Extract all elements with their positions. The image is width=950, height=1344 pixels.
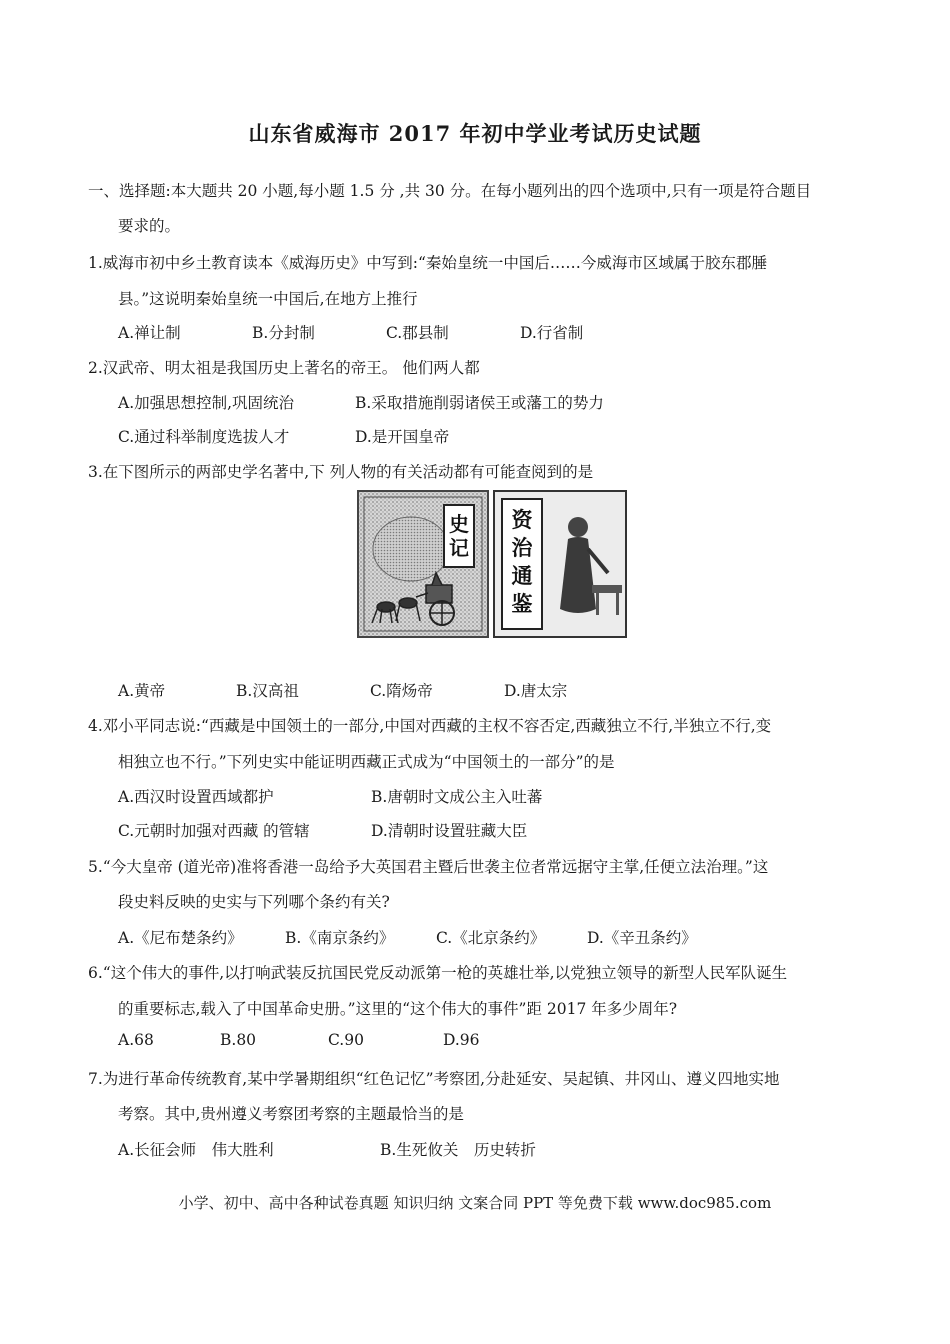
question-4-stem: 4.邓小平同志说:“西藏是中国领土的一部分,中国对西藏的主权不容否定,西藏独立不行,半独立不行,变 [88,717,772,735]
question-4-stem-cont: 相独立也不行。”下列史实中能证明西藏正式成为“中国领土的一部分”的是 [118,753,615,771]
option-a: A.黄帝 [118,682,166,700]
question-6-stem-cont: 的重要标志,载入了中国革命史册。”这里的“这个伟大的事件”距 2017 年多少周年? [118,1000,678,1018]
question-5-stem: 5.“今大皇帝 (道光帝)准将香港一岛给予大英国君主暨后世袭主位者常远据守主掌,任便立法治理。”这 [88,858,769,876]
section-instruction: 一、选择题:本大题共 20 小题,每小题 1.5 分 ,共 30 分。在每小题列出的四个选项中,只有一项是符合题目 [88,182,812,200]
option-c: C.90 [328,1031,364,1049]
option-c: C.通过科举制度选拔人才 [118,428,290,446]
option-b: B.汉高祖 [236,682,299,700]
book1-title-char1: 史 [449,514,469,536]
option-c: C.隋炀帝 [370,682,433,700]
question-2-options-row1 [118,391,604,413]
book2-title-char2: 治 [511,536,533,560]
option-a: A.西汉时设置西域都护 [118,788,274,806]
option-a: A.加强思想控制,巩固统治 [118,394,295,412]
page-footer: 小学、初中、高中各种试卷真题 知识归纳 文案合同 PPT 等免费下载 www.doc985.com [178,1194,772,1212]
option-c: C.《北京条约》 [436,929,546,947]
question-6-options [118,1031,480,1049]
option-a: A.68 [118,1031,154,1049]
option-a: A.《尼布楚条约》 [118,929,243,947]
question-3-options [118,679,567,701]
option-c: C.元朝时加强对西藏 的管辖 [118,822,310,840]
question-7-options [118,1138,536,1160]
zizhitongjian-book-cover [494,491,626,637]
book2-title-char1: 资 [511,508,533,532]
question-5-options [118,926,697,948]
question-1-stem: 1.威海市初中乡土教育读本《威海历史》中写到:“秦始皇统一中国后……今威海市区域属于胶东郡腄 [88,254,767,272]
option-b: B.《南京条约》 [285,929,395,947]
question-7-stem: 7.为进行革命传统教育,某中学暑期组织“红色记忆”考察团,分赴延安、吴起镇、井冈山、遵义四地实地 [88,1070,780,1088]
question-6-stem: 6.“这个伟大的事件,以打响武装反抗国民党反动派第一枪的英雄壮举,以党独立领导的新型人民军队诞生 [88,964,788,982]
question-3-stem: 3.在下图所示的两部史学名著中,下 列人物的有关活动都有可能查阅到的是 [88,463,594,481]
option-d: D.是开国皇帝 [355,428,450,446]
option-a: A.长征会师 伟大胜利 [118,1141,274,1159]
question-7-stem-cont: 考察。其中,贵州遵义考察团考察的主题最恰当的是 [118,1105,464,1123]
question-2-options-row2 [118,425,449,447]
question-5-stem-cont: 段史料反映的史实与下列哪个条约有关? [118,893,390,911]
question-4-options-row1 [118,785,542,807]
option-d: D.唐太宗 [504,682,568,700]
book2-title-char4: 鉴 [511,592,533,616]
option-a: A.禅让制 [118,324,181,342]
option-d: D.清朝时设置驻藏大臣 [371,822,528,840]
option-c: C.郡县制 [386,324,449,342]
question-4-options-row2 [118,819,527,841]
shiji-book-cover [358,491,488,637]
option-d: D.《辛丑条约》 [587,929,697,947]
question-1-options [118,321,583,343]
option-d: D.行省制 [520,324,584,342]
option-b: B.80 [220,1031,257,1049]
option-b: B.唐朝时文成公主入吐蕃 [371,788,543,806]
question-2-stem: 2.汉武帝、明太祖是我国历史上著名的帝王。 他们两人都 [88,359,480,377]
page-title: 山东省威海市 2017 年初中学业考试历史试题 [248,121,702,146]
option-b: B.分封制 [252,324,315,342]
section-instruction-cont: 要求的。 [118,217,181,235]
history-books-figure [356,489,628,641]
option-b: B.生死攸关 历史转折 [380,1141,536,1159]
question-1-stem-cont: 县。”这说明秦始皇统一中国后,在地方上推行 [118,290,418,308]
book2-title-char3: 通 [511,564,533,588]
option-d: D.96 [443,1031,480,1049]
book1-title-char2: 记 [449,538,469,560]
option-b: B.采取措施削弱诸侯王或藩工的势力 [355,394,604,412]
